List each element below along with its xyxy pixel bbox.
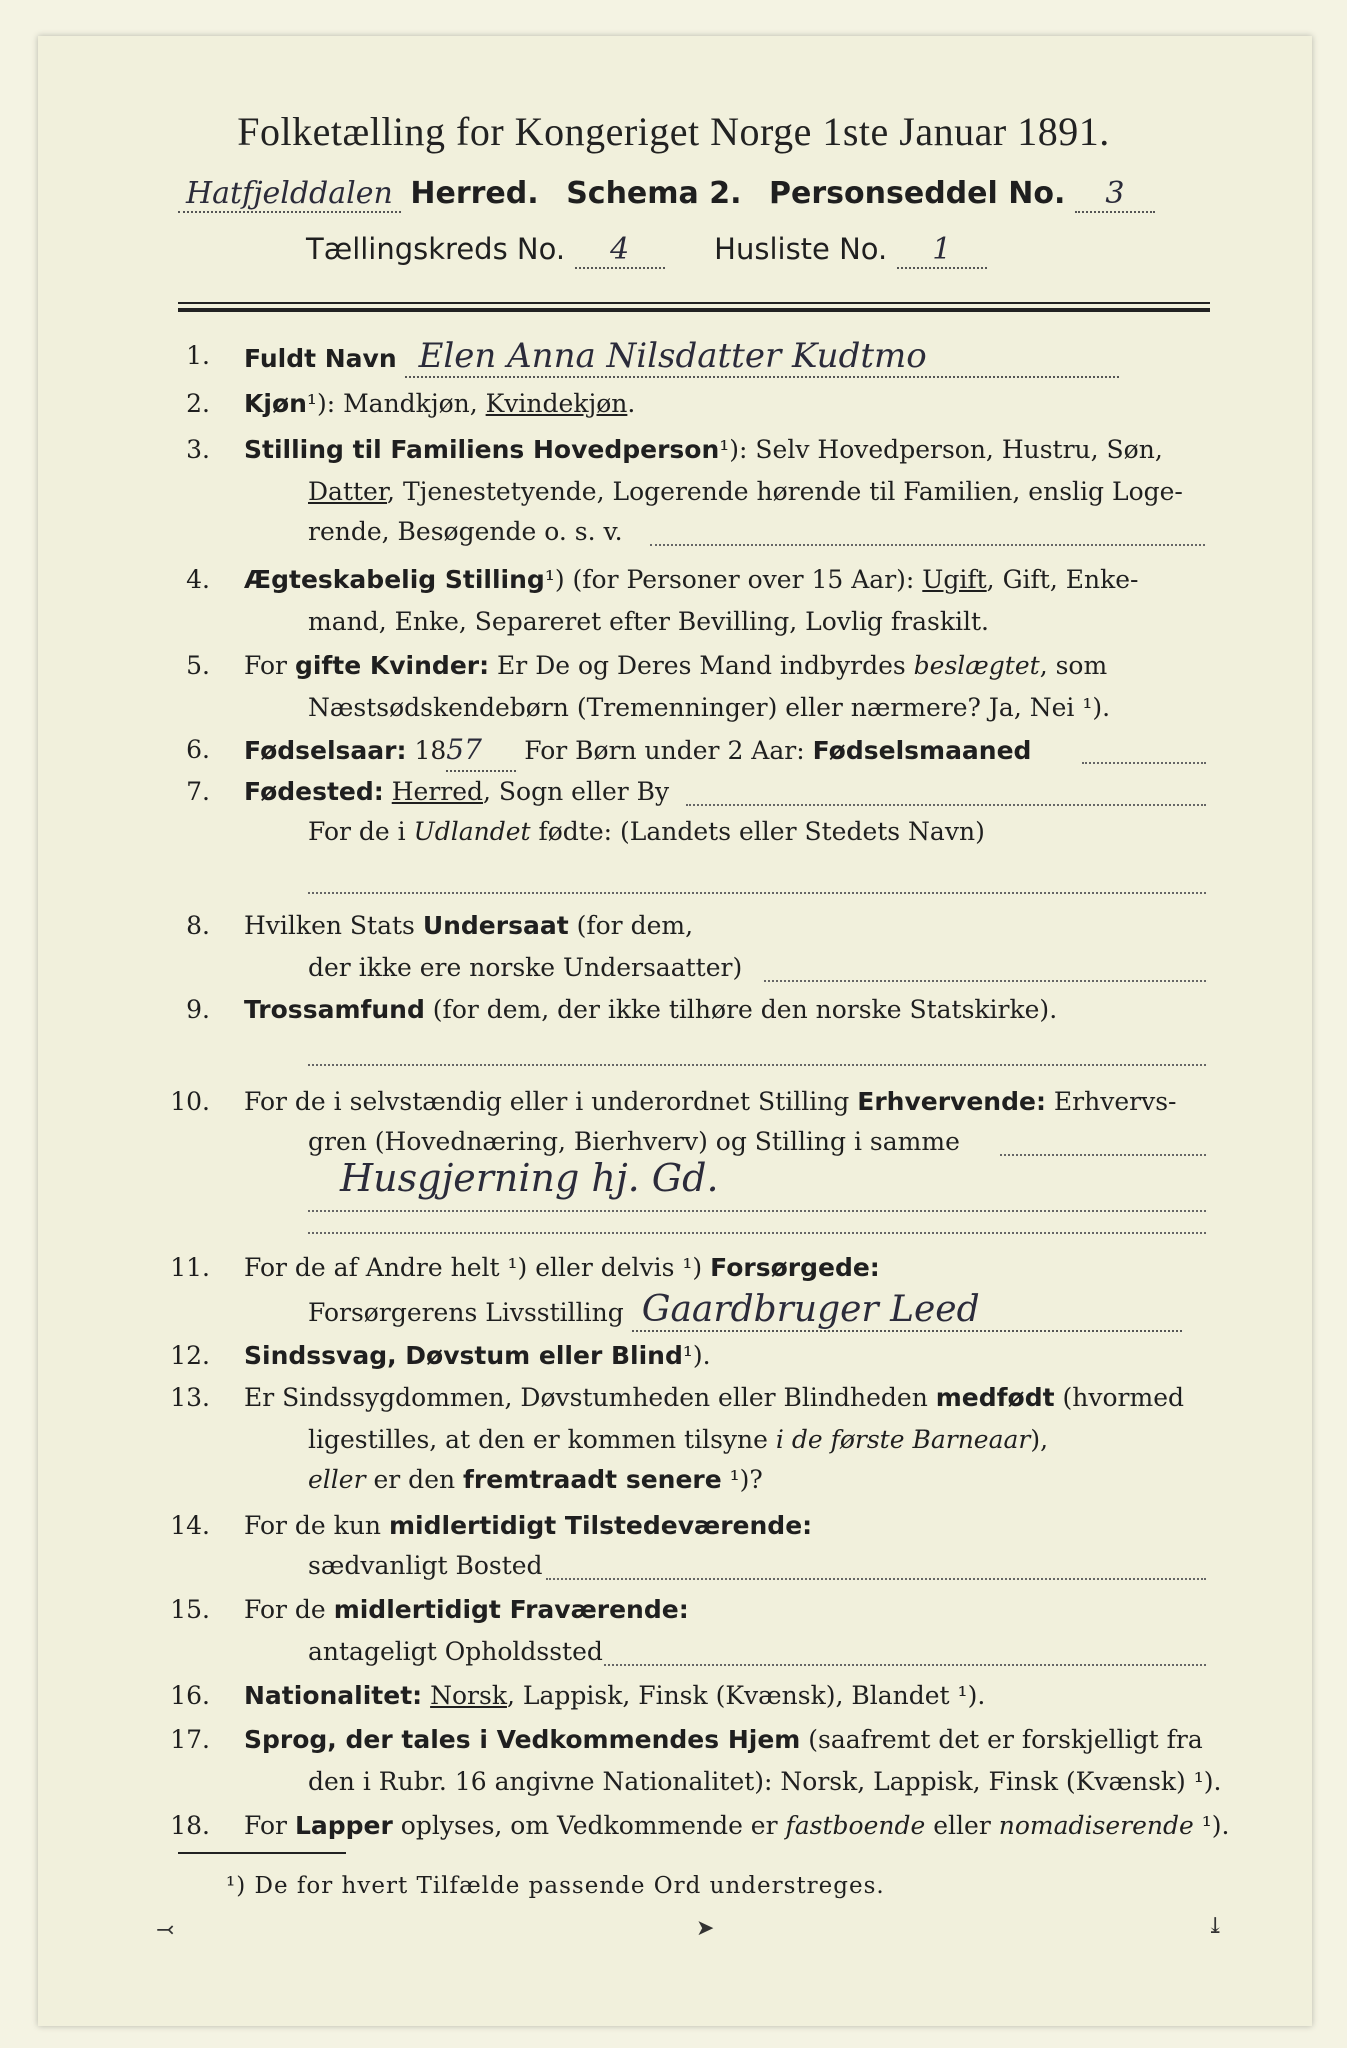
item-number: 11. <box>170 1253 210 1282</box>
item-5-gifte-kvinder: For gifte Kvinder: Er De og Deres Mand indbyrdes beslægtet, som <box>244 651 1108 680</box>
item-15-blank <box>604 1664 1206 1666</box>
item-7-blank <box>686 804 1206 806</box>
item-10-blank <box>1000 1154 1206 1156</box>
item-3-line2: Datter, Tjenestetyende, Logerende hørende til Familien, enslig Loge- <box>308 477 1183 506</box>
item-number: 9. <box>186 995 210 1024</box>
item-5-line2: Næstsødskendebørn (Tremenninger) eller nærmere? Ja, Nei ¹). <box>308 693 1111 722</box>
item-10-erhvervende: For de i selvstændig eller i underordnet Stilling Erhvervende: Erhvervs- <box>244 1087 1177 1116</box>
item-6-fodselsaar: Fødselsaar: 1857 For Børn under 2 Aar: Fødselsmaaned <box>244 730 1031 772</box>
item-number: 18. <box>170 1811 210 1840</box>
ink-mark: ⤙ <box>156 1918 175 1943</box>
herred-label: Herred. <box>410 176 539 211</box>
header-line-herred <box>178 176 1155 213</box>
item-9-trossamfund: Trossamfund (for dem, der ikke tilhøre den norske Statskirke). <box>244 995 1058 1024</box>
item-number: 3. <box>186 435 210 464</box>
ink-mark: ⤓ <box>1206 1914 1225 1939</box>
item-3-blank <box>650 544 1205 546</box>
item-number: 4. <box>186 565 210 594</box>
item-14-line2: sædvanligt Bosted <box>308 1551 543 1580</box>
header-rule-top <box>178 302 1210 304</box>
item-10-blank-3 <box>308 1232 1206 1234</box>
personseddel-label: Personseddel No. <box>769 176 1066 211</box>
footnote-rule <box>178 1852 346 1854</box>
item-3-line3: rende, Besøgende o. s. v. <box>308 517 623 546</box>
item-10-blank-2 <box>308 1210 1206 1212</box>
item-7-blank-2 <box>308 892 1206 894</box>
item-number: 15. <box>170 1595 210 1624</box>
kreds-label: Tællingskreds No. <box>306 232 566 266</box>
personseddel-no: 3 <box>1075 176 1155 213</box>
item-number: 10. <box>170 1087 210 1116</box>
item-2-kjon: Kjøn¹): Mandkjøn, Kvindekjøn. <box>244 389 636 418</box>
item-13-line2: ligestilles, at den er kommen tilsyne i de første Barneaar), <box>308 1425 1049 1454</box>
item-8-blank <box>764 980 1206 982</box>
item-15-line2: antageligt Opholdssted <box>308 1637 603 1666</box>
item-11-forsorgede: For de af Andre helt ¹) eller delvis ¹) Forsørgede: <box>244 1253 880 1282</box>
item-9-blank <box>308 1064 1206 1066</box>
footnote: ¹) De for hvert Tilfælde passende Ord understreges. <box>226 1873 885 1899</box>
item-17-sprog: Sprog, der tales i Vedkommendes Hjem (saafremt det er forskjelligt fra <box>244 1725 1203 1754</box>
item-number: 12. <box>170 1341 210 1370</box>
header-line-kreds <box>306 232 987 269</box>
husliste-label: Husliste No. <box>714 232 888 266</box>
item-number: 8. <box>186 911 210 940</box>
item-18-lapper: For Lapper oplyses, om Vedkommende er fastboende eller nomadiserende ¹). <box>244 1811 1230 1840</box>
item-14-tilstedevaerende: For de kun midlertidigt Tilstedeværende: <box>244 1511 813 1540</box>
item-7-fodested: Fødested: Herred, Sogn eller By <box>244 777 670 806</box>
item-number: 6. <box>186 735 210 764</box>
item-number: 7. <box>186 777 210 806</box>
item-number: 13. <box>170 1383 210 1412</box>
item-4-aegteskab: Ægteskabelig Stilling¹) (for Personer over 15 Aar): Ugift, Gift, Enke- <box>244 565 1139 594</box>
item-3-stilling: Stilling til Familiens Hovedperson¹): Selv Hovedperson, Hustru, Søn, <box>244 435 1163 464</box>
item-1-fuldt-navn: Fuldt Navn Elen Anna Nilsdatter Kudtmo <box>244 336 1119 379</box>
item-6-blank <box>1082 762 1206 764</box>
form-title: Folketælling for Kongeriget Norge 1ste Januar 1891. <box>237 109 1110 154</box>
item-8-undersaat: Hvilken Stats Undersaat (for dem, <box>244 911 694 940</box>
birth-year-handwritten: 57 <box>446 730 516 772</box>
schema-label: Schema 2. <box>566 176 742 211</box>
item-4-line2: mand, Enke, Separeret efter Bevilling, Lovlig fraskilt. <box>308 607 989 636</box>
item-number: 17. <box>170 1725 210 1754</box>
item-15-fravaerende: For de midlertidigt Fraværende: <box>244 1595 689 1624</box>
item-13-line3: eller er den fremtraadt senere ¹)? <box>308 1465 763 1494</box>
item-number: 14. <box>170 1511 210 1540</box>
header-rule-bottom <box>178 308 1210 312</box>
item-7-line2: For de i Udlandet fødte: (Landets eller Stedets Navn) <box>308 817 985 846</box>
item-8-line2: der ikke ere norske Undersaatter) <box>308 953 743 982</box>
provider-handwritten: Gaardbruger Leed <box>632 1290 1182 1332</box>
item-17-line2: den i Rubr. 16 angivne Nationalitet): Norsk, Lappisk, Finsk (Kvænsk) ¹). <box>308 1767 1222 1796</box>
item-14-blank <box>546 1578 1206 1580</box>
item-10-line2: gren (Hovednæring, Bierhverv) og Stilling i samme <box>308 1127 960 1156</box>
name-handwritten: Elen Anna Nilsdatter Kudtmo <box>405 336 1119 378</box>
item-number: 1. <box>186 341 210 370</box>
item-number: 5. <box>186 651 210 680</box>
item-13-medfodt: Er Sindssygdommen, Døvstumheden eller Blindheden medfødt (hvormed <box>244 1383 1184 1412</box>
herred-handwritten: Hatfjelddalen <box>178 176 401 213</box>
item-12-sindssvag: Sindssvag, Døvstum eller Blind¹). <box>244 1341 711 1370</box>
occupation-handwritten: Husgjerning hj. Gd. <box>340 1156 719 1200</box>
item-number: 2. <box>186 389 210 418</box>
item-11-line2: Forsørgerens Livsstilling Gaardbruger Leed <box>308 1290 1182 1333</box>
ink-mark: ➤ <box>696 1916 715 1941</box>
item-16-nationalitet: Nationalitet: Norsk, Lappisk, Finsk (Kvænsk), Blandet ¹). <box>244 1681 986 1710</box>
item-number: 16. <box>170 1681 210 1710</box>
husliste-no: 1 <box>897 232 987 269</box>
kreds-no: 4 <box>575 232 665 269</box>
